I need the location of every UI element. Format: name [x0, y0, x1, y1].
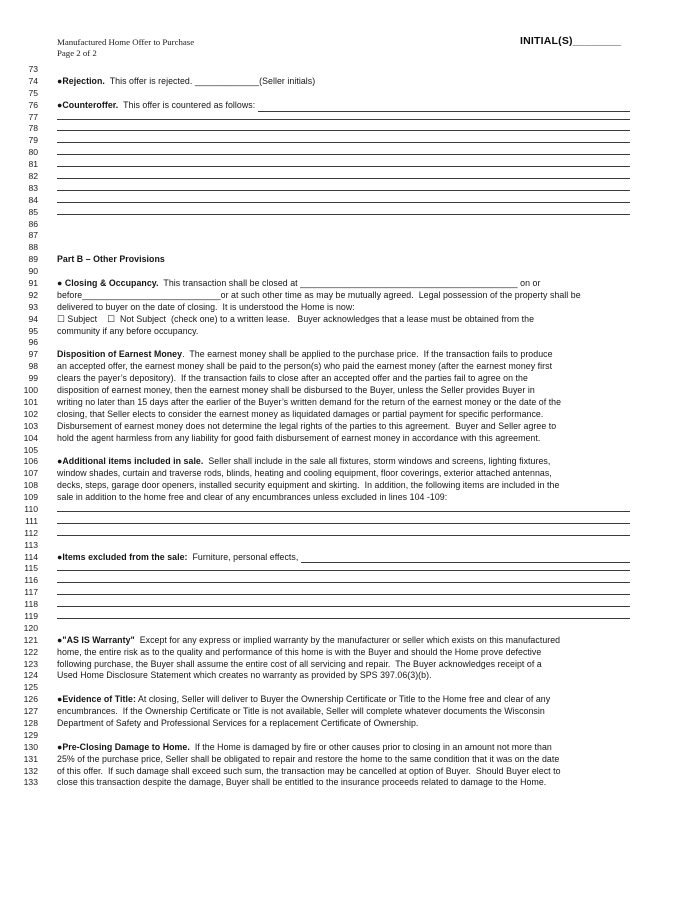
line-number: 86 [28, 218, 38, 229]
line-text: ☐ Subject ☐ Not Subject (check one) to a written lease. Buyer acknowledges that a lease must be obtained from the [57, 313, 535, 324]
line-number: 76 [28, 99, 38, 110]
form-line-113 [0, 540, 696, 552]
form-line-94 [0, 314, 696, 326]
fill-in-blank-rule [57, 128, 630, 131]
form-line-88 [0, 242, 696, 254]
line-text-bold: ●Rejection. [57, 75, 105, 86]
line-text: . The earnest money shall be applied to the purchase price. If the transaction fails to produce [182, 349, 553, 360]
line-number: 87 [28, 230, 38, 241]
blank-fill-line [57, 140, 630, 143]
line-number: 131 [23, 753, 38, 764]
form-line-76 [0, 100, 696, 112]
line-content [57, 742, 630, 754]
line-number: 130 [23, 741, 38, 752]
fill-in-blank-rule [57, 604, 630, 607]
line-text: At closing, Seller will deliver to Buyer the Ownership Certificate or Title to the Home free and clear of any [135, 694, 551, 705]
form-line-112 [0, 528, 696, 540]
form-line-90 [0, 266, 696, 278]
blank-fill-line [57, 592, 630, 595]
line-text: writing no later than 15 days after the earlier of the Buyer’s written demand for the return of the earnest money or the date of the [57, 396, 562, 407]
line-content [57, 635, 630, 647]
line-text-bold: ●Counteroffer. [57, 99, 119, 110]
form-line-117 [0, 587, 696, 599]
line-text: Department of Safety and Professional Services for a replacement Certificate of Ownership. [57, 717, 419, 728]
form-line-132 [0, 766, 696, 778]
line-text: an accepted offer, the earnest money shall be paid to the person(s) who paid the earnest money (after the earnest money first [57, 361, 553, 372]
form-line-100 [0, 385, 696, 397]
line-number: 99 [28, 373, 38, 384]
line-content [57, 480, 630, 492]
form-line-85 [0, 207, 696, 219]
fill-in-blank-rule [57, 188, 630, 191]
line-number: 82 [28, 171, 38, 182]
line-number: 126 [23, 694, 38, 705]
line-text: encumbrances. If the Ownership Certificate or Title is not available, Seller will complete whatever documents the Wisconsin [57, 706, 545, 717]
line-text-bold: ●Items excluded from the sale: [57, 551, 188, 562]
line-content [57, 706, 630, 718]
form-line-127 [0, 706, 696, 718]
line-number: 115 [24, 563, 38, 574]
line-text-bold: ●"AS IS Warranty" [57, 634, 135, 645]
line-text-bold: ● Closing & Occupancy. [57, 278, 159, 289]
line-text-bold: ●Additional items included in sale. [57, 456, 204, 467]
line-text: sale in addition to the home free and clear of any encumbrances unless excluded in lines 104 -109: [57, 492, 448, 503]
fill-in-blank-rule [57, 533, 630, 536]
fill-in-blank-rule [57, 521, 630, 524]
line-number: 128 [23, 717, 38, 728]
form-line-126 [0, 694, 696, 706]
line-number: 122 [23, 646, 38, 657]
form-line-110 [0, 504, 696, 516]
form-line-89 [0, 254, 696, 266]
form-line-115 [0, 563, 696, 575]
form-line-119 [0, 611, 696, 623]
form-line-124 [0, 670, 696, 682]
line-text: clears the payer’s depository). If the transaction fails to close after an accepted offer and the parties fail to agree on the [57, 373, 528, 384]
line-content [57, 409, 630, 421]
line-number: 129 [23, 729, 38, 740]
form-line-125 [0, 682, 696, 694]
form-line-120 [0, 623, 696, 635]
blank-fill-line [57, 164, 630, 167]
form-line-96 [0, 337, 696, 349]
blank-fill-line [57, 152, 630, 155]
form-line-122 [0, 647, 696, 659]
line-text: close this transaction despite the damage, Buyer shall be entitled to the insurance proceeds related to damage to the Home. [57, 777, 547, 788]
line-number: 102 [23, 408, 38, 419]
blank-fill-line [57, 128, 630, 131]
line-number: 125 [23, 682, 38, 693]
line-content [57, 718, 630, 730]
line-text: Disbursement of earnest money does not determine the legal rights of the parties to this agreement. Buyer and Seller agree to [57, 420, 557, 431]
form-line-118 [0, 599, 696, 611]
form-line-75 [0, 88, 696, 100]
fill-in-blank-rule [57, 580, 630, 583]
line-number: 106 [23, 456, 38, 467]
form-line-80 [0, 147, 696, 159]
fill-in-blank-rule [57, 117, 630, 120]
blank-fill-line [57, 509, 630, 512]
line-content [57, 670, 630, 682]
blank-fill-line [57, 117, 630, 120]
form-line-102 [0, 409, 696, 421]
form-line-86 [0, 219, 696, 231]
form-line-91 [0, 278, 696, 290]
line-number: 119 [24, 610, 38, 621]
form-line-83 [0, 183, 696, 195]
line-content [57, 754, 630, 766]
line-number: 95 [28, 325, 38, 336]
line-text: closing, that Seller elects to consider the earnest money as liquidated damages or partial payment for specific performance. [57, 408, 544, 419]
line-text: hold the agent harmless from any liability for good faith disbursement of earnest money in accordance with this agreement. [57, 432, 541, 443]
line-number: 92 [28, 289, 38, 300]
line-number: 111 [24, 515, 38, 526]
line-number: 105 [23, 444, 38, 455]
form-line-116 [0, 575, 696, 587]
form-line-92 [0, 290, 696, 302]
blank-fill-line [57, 200, 630, 203]
line-number: 78 [28, 123, 38, 134]
line-text: This transaction shall be closed at ____________________________________________ on or [158, 278, 541, 289]
line-content [57, 326, 630, 338]
blank-fill-line [57, 188, 630, 191]
fill-in-blank-rule [57, 509, 630, 512]
line-number: 91 [28, 278, 38, 289]
blank-fill-line [57, 521, 630, 524]
line-content [57, 456, 630, 468]
line-number: 118 [24, 599, 38, 610]
line-number: 81 [28, 159, 38, 170]
form-line-105 [0, 445, 696, 457]
initials-label: INITIAL(S)________ [520, 35, 622, 47]
line-number: 101 [23, 396, 38, 407]
fill-in-blank-rule [57, 200, 630, 203]
line-number: 123 [23, 658, 38, 669]
line-text-bold: ●Pre-Closing Damage to Home. [57, 741, 190, 752]
form-line-74 [0, 76, 696, 88]
line-content [57, 254, 630, 266]
form-lines [0, 64, 696, 789]
form-line-81 [0, 159, 696, 171]
line-number: 109 [23, 492, 38, 503]
form-line-93 [0, 302, 696, 314]
document-title: Manufactured Home Offer to Purchase [57, 37, 195, 47]
line-text: window shades, curtain and traverse rods, blinds, heating and cooling equipment, floor coverings, exterior attached antennas, [57, 468, 552, 479]
line-content [57, 373, 630, 385]
line-number: 89 [28, 254, 38, 265]
line-content [57, 361, 630, 373]
fill-in-blank-rule [57, 152, 630, 155]
line-number: 90 [28, 266, 38, 277]
line-text: Seller shall include in the sale all fixtures, storm windows and screens, lighting fixtures, [203, 456, 551, 467]
line-text: 25% of the purchase price, Seller shall be obligated to repair and restore the home to the same condition that it was on the date [57, 753, 560, 764]
fill-in-blank-rule [57, 176, 630, 179]
line-text: This offer is rejected. _____________(Seller initials) [104, 75, 316, 86]
line-text: community if any before occupancy. [57, 325, 199, 336]
form-line-123 [0, 659, 696, 671]
line-content [57, 100, 630, 112]
blank-fill-line [57, 568, 630, 571]
line-content [57, 694, 630, 706]
form-line-79 [0, 135, 696, 147]
line-text: Furniture, personal effects, [187, 551, 301, 562]
form-line-131 [0, 754, 696, 766]
line-number: 132 [23, 765, 38, 776]
line-number: 79 [28, 135, 38, 146]
line-number: 100 [23, 385, 38, 396]
line-number: 74 [28, 75, 38, 86]
form-line-95 [0, 326, 696, 338]
line-text: home, the entire risk as to the quality and performance of this home is with the Buyer and should the Home prove defective [57, 646, 542, 657]
line-number: 114 [24, 551, 38, 562]
form-line-103 [0, 421, 696, 433]
line-content [57, 314, 630, 326]
blank-fill-line [57, 212, 630, 215]
line-content [57, 278, 630, 290]
form-line-130 [0, 742, 696, 754]
form-line-77 [0, 112, 696, 124]
line-content [57, 76, 630, 88]
form-line-109 [0, 492, 696, 504]
line-number: 113 [24, 539, 38, 550]
line-text: If the Home is damaged by fire or other causes prior to closing in an amount not more than [189, 741, 552, 752]
line-number: 104 [23, 432, 38, 443]
line-text-bold: Disposition of Earnest Money [57, 349, 183, 360]
blank-fill-line [57, 580, 630, 583]
line-number: 80 [28, 147, 38, 158]
form-line-121 [0, 635, 696, 647]
line-number: 133 [23, 777, 38, 788]
line-number: 73 [28, 64, 38, 74]
line-content [57, 552, 630, 564]
line-number: 98 [28, 361, 38, 372]
fill-in-blank-rule [57, 568, 630, 571]
line-text: Used Home Disclosure Statement which creates no warranty as provided by SPS 397.06(3)(b). [57, 670, 432, 681]
blank-fill-line [57, 533, 630, 536]
page-indicator: Page 2 of 2 [57, 48, 97, 59]
form-line-78 [0, 123, 696, 135]
line-content [57, 349, 630, 361]
line-content [57, 397, 630, 409]
line-content [57, 302, 630, 314]
form-line-97 [0, 349, 696, 361]
form-line-128 [0, 718, 696, 730]
form-line-111 [0, 516, 696, 528]
line-content [57, 766, 630, 778]
line-number: 103 [23, 420, 38, 431]
line-content [57, 421, 630, 433]
line-number: 77 [28, 111, 38, 122]
line-text: decks, steps, garage door openers, installed security equipment and skirting. In addition, the following items are included in the [57, 480, 560, 491]
line-content [57, 468, 630, 480]
form-line-106 [0, 456, 696, 468]
document-header [57, 37, 194, 59]
line-number: 108 [23, 480, 38, 491]
line-number: 96 [28, 337, 38, 348]
line-content [57, 433, 630, 445]
line-number: 117 [24, 587, 38, 598]
line-text: before____________________________or at such other time as may be mutually agreed. Legal possession of the property shall be [57, 289, 581, 300]
line-content [57, 290, 630, 302]
blank-fill-line [57, 616, 630, 619]
line-text: of this offer. If such damage shall exceed such sum, the transaction may be cancelled at option of Buyer. Should Buyer elect to [57, 765, 561, 776]
line-number: 94 [28, 313, 38, 324]
form-line-82 [0, 171, 696, 183]
line-text: disposition of earnest money, then the earnest money shall be disbursed to the Buyer, unless the Seller provides Buyer in [57, 385, 535, 396]
line-number: 83 [28, 182, 38, 193]
line-number: 75 [28, 87, 38, 98]
blank-fill-line [57, 176, 630, 179]
blank-fill-line [57, 604, 630, 607]
form-line-99 [0, 373, 696, 385]
line-content [57, 777, 630, 789]
line-text: This offer is countered as follows: [118, 99, 258, 110]
line-content [57, 385, 630, 397]
fill-in-blank-rule [57, 616, 630, 619]
line-content [57, 659, 630, 671]
line-number: 88 [28, 242, 38, 253]
line-content [57, 647, 630, 659]
line-content [57, 492, 630, 504]
line-number: 107 [23, 468, 38, 479]
form-line-101 [0, 397, 696, 409]
form-line-87 [0, 230, 696, 242]
form-line-133 [0, 777, 696, 789]
line-number: 85 [28, 206, 38, 217]
form-line-114 [0, 552, 696, 564]
form-line-108 [0, 480, 696, 492]
line-number: 127 [23, 706, 38, 717]
line-text-bold: ●Evidence of Title: [57, 694, 136, 705]
line-text: delivered to buyer on the date of closing. It is understood the Home is now: [57, 301, 355, 312]
form-line-84 [0, 195, 696, 207]
line-number: 124 [23, 670, 38, 681]
line-number: 116 [24, 575, 38, 586]
form-line-107 [0, 468, 696, 480]
line-number: 112 [24, 527, 38, 538]
form-line-98 [0, 361, 696, 373]
fill-in-blank-rule [57, 140, 630, 143]
fill-in-blank-rule [258, 109, 630, 112]
form-line-104 [0, 433, 696, 445]
line-text: Except for any express or implied warranty by the manufacturer or seller which exists on this manufactured [134, 634, 561, 645]
line-number: 120 [23, 622, 38, 633]
line-number: 97 [28, 349, 38, 360]
fill-in-blank-rule [301, 560, 630, 563]
line-number: 121 [23, 634, 38, 645]
line-number: 110 [24, 503, 38, 514]
line-text-bold: Part B – Other Provisions [57, 254, 165, 265]
line-text: following purchase, the Buyer shall assume the entire cost of all servicing and repair. The Buyer acknowledges receipt of a [57, 658, 542, 669]
fill-in-blank-rule [57, 164, 630, 167]
fill-in-blank-rule [57, 592, 630, 595]
form-line-129 [0, 730, 696, 742]
fill-in-blank-rule [57, 212, 630, 215]
form-line-73 [0, 64, 696, 76]
line-number: 84 [28, 194, 38, 205]
line-number: 93 [28, 301, 38, 312]
